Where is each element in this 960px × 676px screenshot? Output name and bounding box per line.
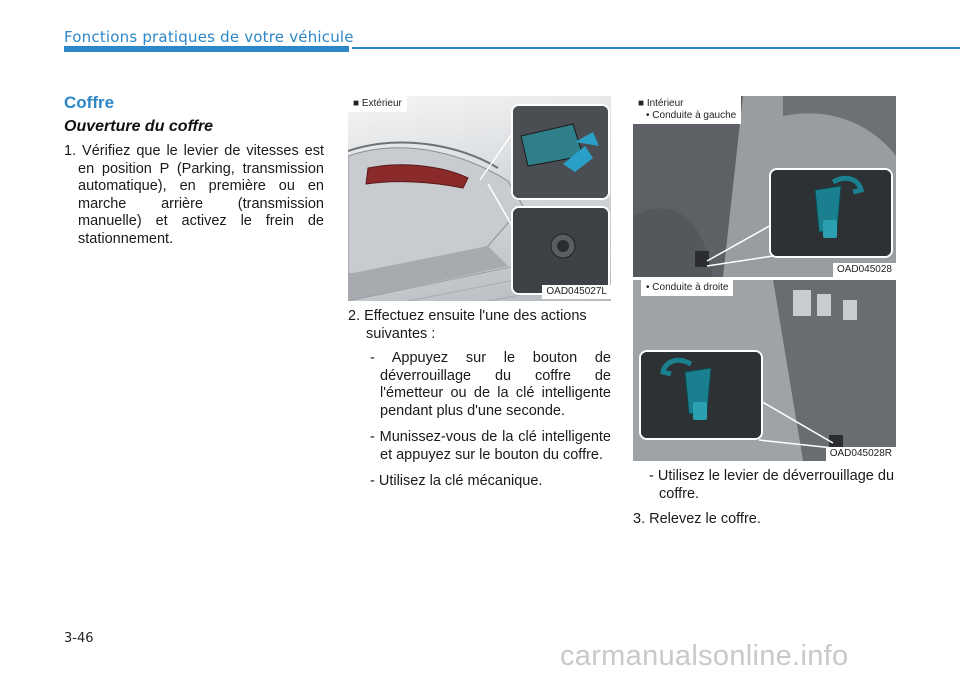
inset-trunk-switch — [511, 206, 610, 295]
figure-interior-lhd — [633, 96, 896, 277]
figure-label: • Conduite à droite — [641, 280, 733, 296]
inset-lever-lhd — [769, 168, 893, 258]
step-2-item: - Utilisez le levier de déverrouillage du coffre. — [649, 468, 895, 502]
step-2-item: - Appuyez sur le bouton de déverrouillage du coffre de l'émetteur ou de la clé intelligente pendant plus d'une seconde. — [370, 350, 611, 419]
figure-label: ■ Extérieur — [348, 96, 407, 112]
section-title: Coffre — [64, 93, 115, 112]
inset-lever-rhd — [639, 350, 763, 440]
figure-sublabel: • Conduite à gauche — [646, 110, 737, 121]
subsection-title: Ouverture du coffre — [64, 118, 214, 135]
trunk-lever-icon — [641, 352, 761, 438]
step-1-text: 1. Vérifiez que le levier de vitesses est en position P (Parking, transmission automatique), en première ou en marche arrière (transmission manuelle) et activez le frein de stationnement. — [64, 143, 324, 247]
figure-label-main: ■ Intérieur — [638, 98, 684, 109]
step-2-item: - Munissez-vous de la clé intelligente et appuyez sur le bouton du coffre. — [370, 429, 611, 463]
step-2 — [348, 308, 611, 491]
header-rule-thick — [64, 46, 349, 52]
step-3-text: 3. Relevez le coffre. — [633, 511, 761, 527]
column-3-text — [633, 468, 896, 529]
step-2-lead: 2. Effectuez ensuite l'une des actions suivantes : — [348, 308, 587, 342]
step-2-item: - Utilisez la clé mécanique. — [370, 473, 543, 489]
trunk-switch-icon — [513, 208, 608, 293]
figure-exterior — [348, 96, 611, 301]
header-title: Fonctions pratiques de votre véhicule — [64, 28, 354, 46]
watermark: carmanualsonline.info — [560, 640, 849, 672]
inset-key-fob — [511, 104, 610, 200]
figure-interior-rhd — [633, 280, 896, 461]
figure-code: OAD045028R — [826, 447, 896, 461]
figure-code: OAD045027L — [542, 285, 611, 299]
trunk-button-icon — [513, 106, 608, 198]
header-rule-thin — [352, 47, 960, 49]
figure-label — [633, 96, 741, 124]
trunk-lever-icon — [771, 170, 891, 256]
figure-code: OAD045028 — [833, 263, 896, 277]
page-number: 3-46 — [64, 631, 94, 646]
